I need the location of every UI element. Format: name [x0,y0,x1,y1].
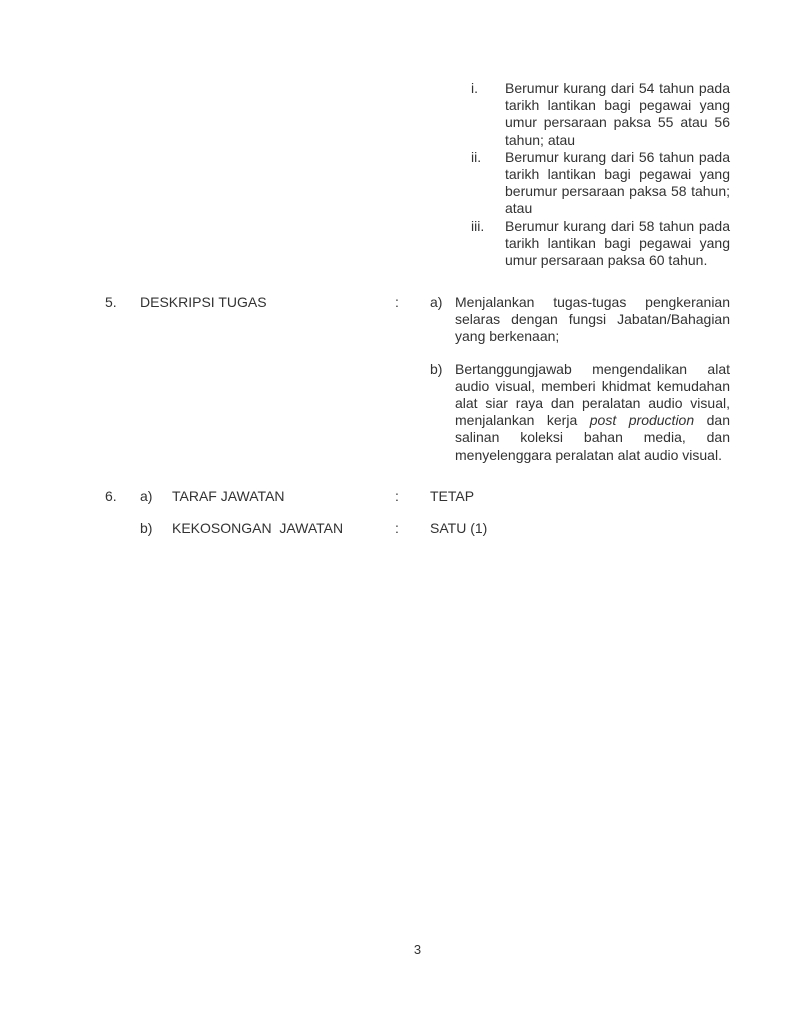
row-label: KEKOSONGAN JAWATAN [172,520,344,537]
duty-item-b [430,361,730,464]
retirement-age-list [471,80,730,269]
row-marker: b) [140,520,153,537]
section-content [430,294,730,464]
section-jawatan-info [105,488,730,537]
list-item [471,80,730,149]
duty-text-italic: post production [589,412,695,429]
list-item-text: Berumur kurang dari 58 tahun pada tarikh lantikan bagi pegawai yang umur persaraan paksa 60 tahun. [505,217,730,269]
row-value: TETAP [430,488,475,504]
row-value: SATU (1) [430,520,488,537]
duty-marker: b) [430,360,443,377]
duty-text: Menjalankan tugas-tugas pengkeranian selaras dengan fungsi Jabatan/Bahagian yang berkenaan; [455,294,730,345]
colon-separator: : [395,520,399,537]
colon-separator: : [395,488,399,504]
section-number: 5. [105,294,117,310]
row-kekosongan-jawatan [105,520,730,537]
row-label: TARAF JAWATAN [172,488,285,504]
row-marker: a) [140,488,153,504]
duty-text [455,361,730,464]
section-deskripsi-tugas [105,294,730,464]
list-item [471,218,730,270]
section-label: DESKRIPSI TUGAS [140,294,267,310]
colon-separator: : [395,294,399,310]
duty-text-segment: dan salinan koleksi bahan media, dan menyelenggara peralatan alat audio visual. [455,412,730,463]
list-marker: i. [471,80,478,96]
duty-item-a [430,294,730,346]
page-number: 3 [413,942,422,957]
list-item-text: Berumur kurang dari 54 tahun pada tarikh lantikan bagi pegawai yang umur persaraan paksa 55 atau 56 tahun; atau [505,80,730,148]
list-item-text: Berumur kurang dari 56 tahun pada tarikh lantikan bagi pegawai yang berumur persaraan paksa 58 tahun; atau [505,148,730,217]
list-item [471,149,730,218]
list-marker: iii. [471,217,485,234]
list-marker: ii. [471,148,482,165]
duty-marker: a) [430,294,443,310]
row-taraf-jawatan [105,488,730,505]
section-number: 6. [105,488,117,504]
duty-text-segment: Bertanggungjawab mengendalikan alat audio visual, memberi khidmat kemudahan alat siar raya dan peralatan audio visual, menjalankan kerja [455,360,730,429]
